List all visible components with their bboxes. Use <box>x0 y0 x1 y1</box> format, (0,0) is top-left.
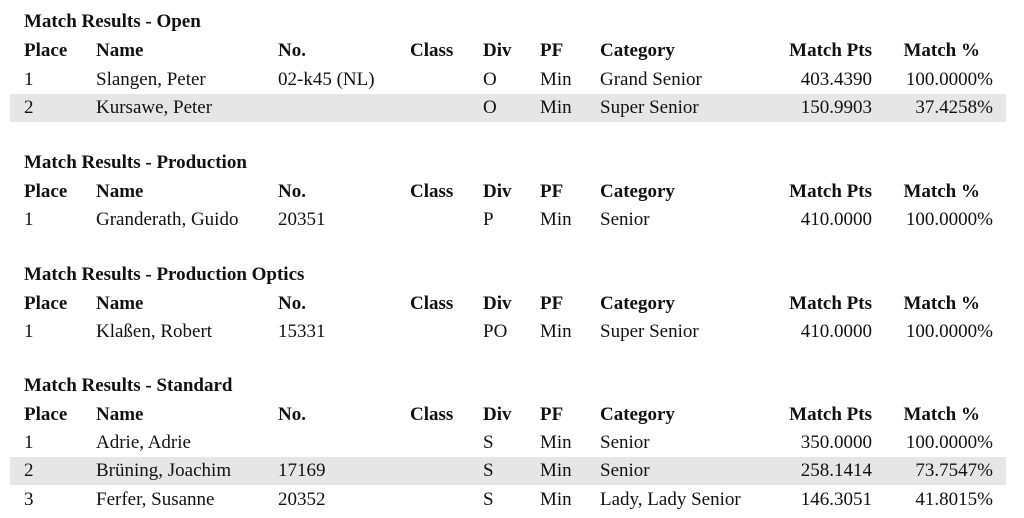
header-place: Place <box>24 293 68 314</box>
div-cell: P <box>483 209 494 230</box>
name-cell: Klaßen, Robert <box>96 321 213 342</box>
category-cell: Senior <box>600 209 650 230</box>
name-cell: Ferfer, Susanne <box>96 489 215 510</box>
match-pct-cell: 100.0000% <box>905 69 993 90</box>
table-row <box>10 206 1006 234</box>
header-category: Category <box>600 293 675 314</box>
header-row <box>10 37 1006 65</box>
header-pf: PF <box>540 181 564 202</box>
section-title: Match Results - Standard <box>24 375 233 396</box>
header-no: No. <box>278 40 306 61</box>
header-no: No. <box>278 293 306 314</box>
div-cell: S <box>483 432 494 453</box>
header-name: Name <box>96 293 144 314</box>
pf-cell: Min <box>540 69 572 90</box>
header-div: Div <box>483 181 512 202</box>
header-class: Class <box>410 404 454 425</box>
pf-cell: Min <box>540 489 572 510</box>
div-cell: O <box>483 69 497 90</box>
category-cell: Super Senior <box>600 321 699 342</box>
header-match-pts: Match Pts <box>789 40 872 61</box>
pf-cell: Min <box>540 460 572 481</box>
match-pts-cell: 350.0000 <box>800 432 872 453</box>
header-place: Place <box>24 181 68 202</box>
place-cell: 1 <box>24 209 34 230</box>
match-pts-cell: 146.3051 <box>800 489 872 510</box>
table-row <box>10 486 1006 514</box>
header-no: No. <box>278 181 306 202</box>
header-place: Place <box>24 404 68 425</box>
header-class: Class <box>410 181 454 202</box>
div-cell: PO <box>483 321 508 342</box>
header-pf: PF <box>540 40 564 61</box>
category-cell: Grand Senior <box>600 69 702 90</box>
pf-cell: Min <box>540 432 572 453</box>
section-title: Match Results - Open <box>24 11 201 32</box>
header-name: Name <box>96 404 144 425</box>
place-cell: 1 <box>24 69 34 90</box>
header-match-pts: Match Pts <box>789 404 872 425</box>
number-cell: 17169 <box>278 460 326 481</box>
name-cell: Brüning, Joachim <box>96 460 232 481</box>
category-cell: Senior <box>600 460 650 481</box>
section-title: Match Results - Production Optics <box>24 264 305 285</box>
place-cell: 1 <box>24 321 34 342</box>
match-pct-cell: 100.0000% <box>905 209 993 230</box>
name-cell: Granderath, Guido <box>96 209 239 230</box>
header-match-pct: Match % <box>903 181 980 202</box>
match-pts-cell: 258.1414 <box>800 460 872 481</box>
div-cell: S <box>483 460 494 481</box>
header-category: Category <box>600 181 675 202</box>
match-pct-cell: 73.7547% <box>915 460 993 481</box>
header-category: Category <box>600 404 675 425</box>
table-row <box>10 318 1006 346</box>
header-div: Div <box>483 40 512 61</box>
header-row <box>10 178 1006 206</box>
header-no: No. <box>278 404 306 425</box>
header-place: Place <box>24 40 68 61</box>
table-row <box>10 429 1006 457</box>
table-row <box>10 66 1006 94</box>
pf-cell: Min <box>540 97 572 118</box>
number-cell: 20352 <box>278 489 326 510</box>
header-class: Class <box>410 40 454 61</box>
category-cell: Lady, Lady Senior <box>600 489 741 510</box>
pf-cell: Min <box>540 209 572 230</box>
name-cell: Slangen, Peter <box>96 69 206 90</box>
place-cell: 2 <box>24 460 34 481</box>
category-cell: Senior <box>600 432 650 453</box>
match-pts-cell: 410.0000 <box>800 321 872 342</box>
header-div: Div <box>483 293 512 314</box>
place-cell: 3 <box>24 489 34 510</box>
number-cell: 02-k45 (NL) <box>278 69 375 90</box>
place-cell: 2 <box>24 97 34 118</box>
category-cell: Super Senior <box>600 97 699 118</box>
place-cell: 1 <box>24 432 34 453</box>
div-cell: O <box>483 97 497 118</box>
header-match-pct: Match % <box>903 40 980 61</box>
table-row <box>10 94 1006 122</box>
header-pf: PF <box>540 404 564 425</box>
number-cell: 15331 <box>278 321 326 342</box>
header-class: Class <box>410 293 454 314</box>
header-row <box>10 290 1006 318</box>
table-row <box>10 457 1006 485</box>
header-div: Div <box>483 404 512 425</box>
match-pct-cell: 100.0000% <box>905 432 993 453</box>
match-pts-cell: 410.0000 <box>800 209 872 230</box>
name-cell: Adrie, Adrie <box>96 432 191 453</box>
header-category: Category <box>600 40 675 61</box>
match-pct-cell: 41.8015% <box>915 489 993 510</box>
header-match-pct: Match % <box>903 404 980 425</box>
header-pf: PF <box>540 293 564 314</box>
number-cell: 20351 <box>278 209 326 230</box>
header-name: Name <box>96 181 144 202</box>
div-cell: S <box>483 489 494 510</box>
pf-cell: Min <box>540 321 572 342</box>
match-pct-cell: 37.4258% <box>915 97 993 118</box>
match-pts-cell: 403.4390 <box>800 69 872 90</box>
header-match-pts: Match Pts <box>789 181 872 202</box>
match-pts-cell: 150.9903 <box>800 97 872 118</box>
header-row <box>10 401 1006 429</box>
header-match-pct: Match % <box>903 293 980 314</box>
section-title: Match Results - Production <box>24 152 247 173</box>
header-match-pts: Match Pts <box>789 293 872 314</box>
header-name: Name <box>96 40 144 61</box>
name-cell: Kursawe, Peter <box>96 97 213 118</box>
match-pct-cell: 100.0000% <box>905 321 993 342</box>
